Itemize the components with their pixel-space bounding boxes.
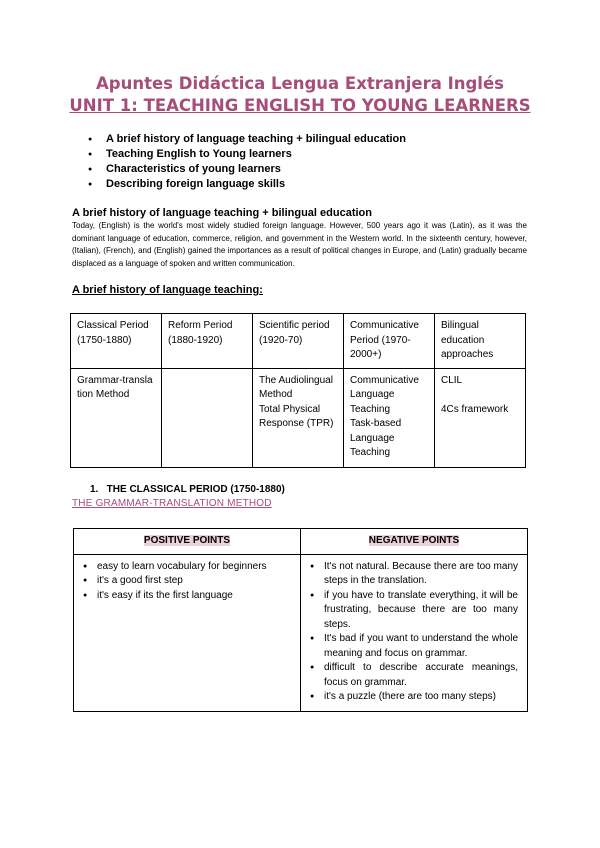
positive-cell <box>74 554 301 711</box>
table-cell: Scientific period (1920-70) <box>253 314 344 369</box>
list-item: ● It's not natural. Because there are too many steps in the translation. <box>324 560 518 589</box>
table-cell: Classical Period (1750-1880) <box>71 314 162 369</box>
list-item: ● easy to learn vocabulary for beginners <box>97 560 291 575</box>
section-heading: A brief history of language teaching + bilingual education <box>72 207 372 219</box>
table-cell <box>162 368 253 467</box>
table-cell: CLIL 4Cs framework <box>435 368 526 467</box>
list-item: ● it's a puzzle (there are too many steps) <box>324 690 518 705</box>
table-cell: Reform Period (1880-1920) <box>162 314 253 369</box>
document-title: Apuntes Didáctica Lengua Extranjera Inglés <box>96 74 504 93</box>
subsection-subtitle: THE GRAMMAR-TRANSLATION METHOD <box>72 498 272 509</box>
list-item: ● it's easy if its the first language <box>97 589 291 604</box>
list-item: ● difficult to describe accurate meanings, focus on grammar. <box>324 661 518 690</box>
unit-title <box>0 96 600 115</box>
negative-header <box>301 529 528 555</box>
points-table <box>73 528 528 712</box>
topic-item: ● A brief history of language teaching + bilingual education <box>88 132 406 147</box>
table-cell: Communicative Language Teaching Task-based Language Teaching <box>344 368 435 467</box>
topic-item: ● Teaching English to Young learners <box>88 147 406 162</box>
negative-header-text: NEGATIVE POINTS <box>368 535 460 546</box>
positive-header-text: POSITIVE POINTS <box>143 535 231 546</box>
topic-list <box>88 132 406 192</box>
subsection-title: 1. THE CLASSICAL PERIOD (1750-1880) <box>90 484 285 495</box>
table-cell: The Audiolingual Method Total Physical Response (TPR) <box>253 368 344 467</box>
table-cell: Bilingual education approaches <box>435 314 526 369</box>
topic-item: ● Characteristics of young learners <box>88 162 406 177</box>
list-item: ● it's a good first step <box>97 574 291 589</box>
unit-title-text: UNIT 1: TEACHING ENGLISH TO YOUNG LEARNERS <box>69 96 531 115</box>
list-item: ● It's bad if you want to understand the whole meaning and focus on grammar. <box>324 632 518 661</box>
table-cell: Grammar-translation Method <box>71 368 162 467</box>
table-row <box>74 554 528 711</box>
section-paragraph: Today, (English) is the world's most widely studied foreign language. However, 500 years ago it was (Latin), as it was the dominant language of education, commerce, religion, and government in the Western world. In the sixteenth century, however, (Italian), (French), and (English) gained the importances as a result of political changes in Europe, and (Latin) gradually became displaced as a language of spoken and written communication. <box>72 221 527 268</box>
list-item: ● if you have to translate everything, it will be frustrating, because there are too many steps. <box>324 589 518 633</box>
negative-cell <box>301 554 528 711</box>
table-cell: Communicative Period (1970-2000+) <box>344 314 435 369</box>
table-row <box>71 368 526 467</box>
table-row <box>71 314 526 369</box>
history-table <box>70 313 526 468</box>
table-row <box>74 529 528 555</box>
history-heading: A brief history of language teaching: <box>72 284 263 296</box>
topic-item: ● Describing foreign language skills <box>88 177 406 192</box>
positive-header <box>74 529 301 555</box>
